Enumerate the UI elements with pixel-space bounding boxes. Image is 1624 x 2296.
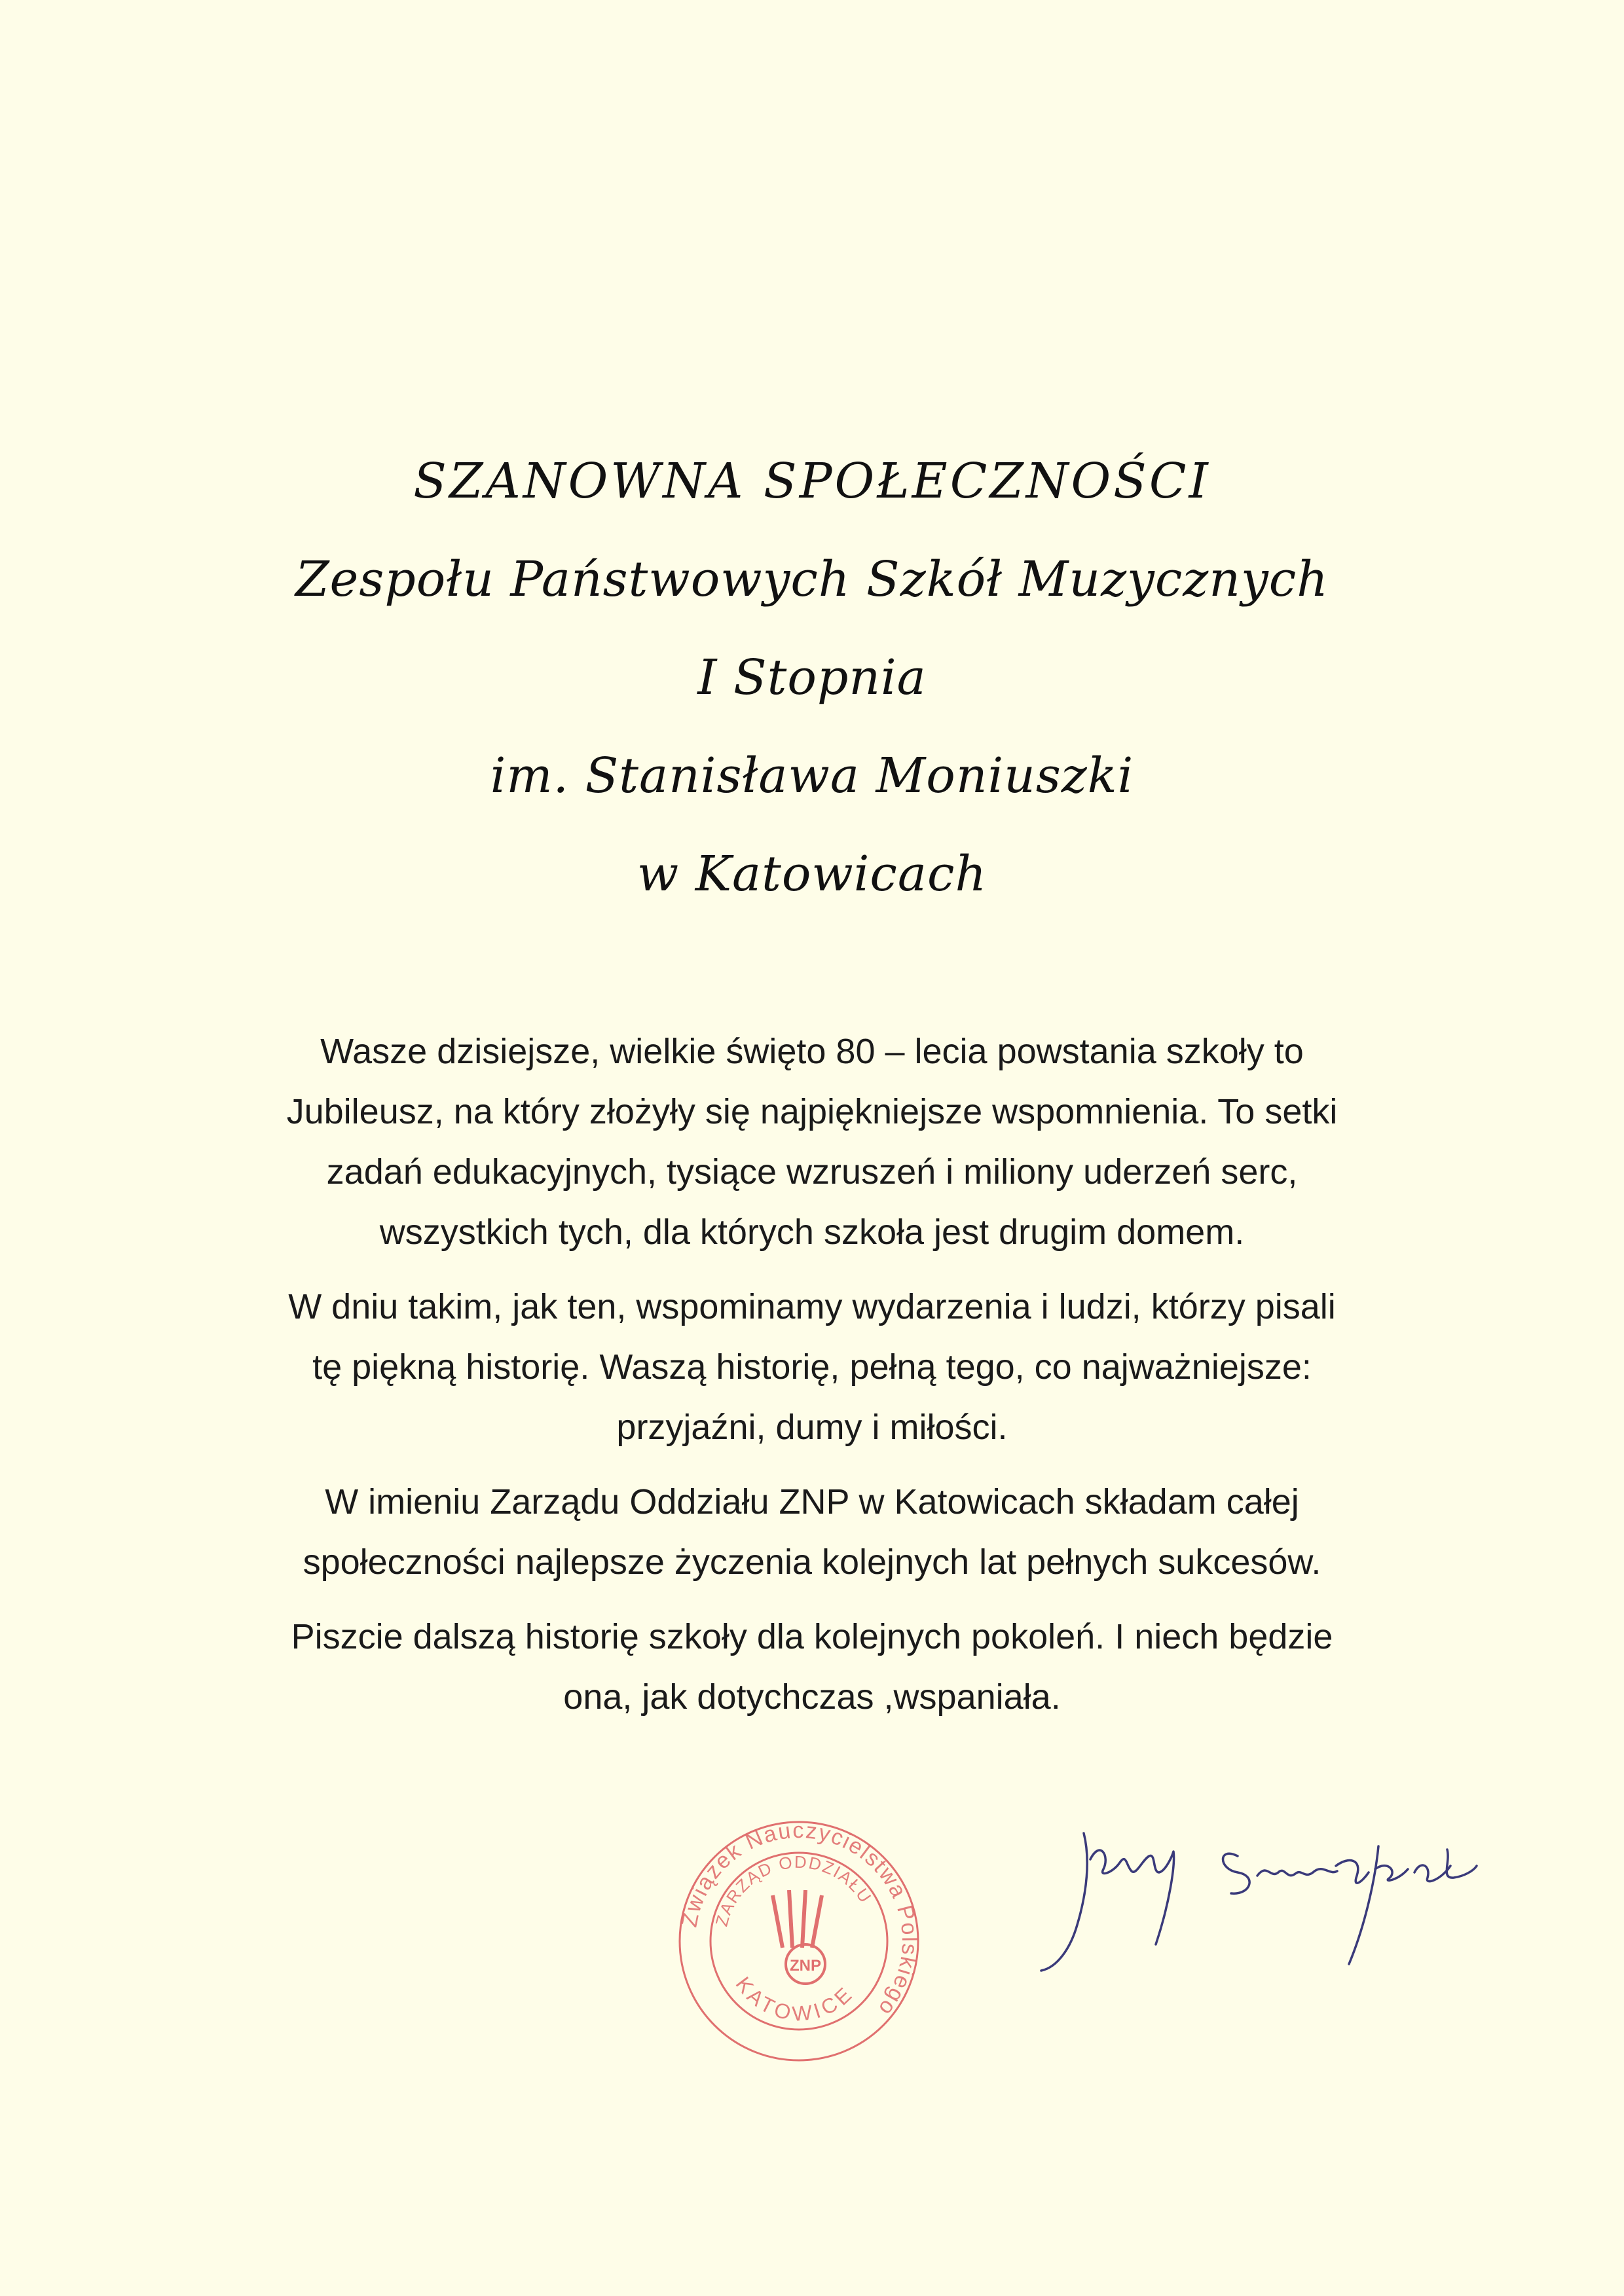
paragraph-line: Wasze dzisiejsze, wielkie święto 80 – lecia powstania szkoły to — [320, 1032, 1304, 1071]
heading-school-level: I Stopnia — [697, 649, 927, 706]
stamp-city-text: KATOWICE — [731, 1972, 859, 2026]
paragraph-line: W dniu takim, jak ten, wspominamy wydarzenia i ludzi, którzy pisali — [288, 1287, 1336, 1326]
stamp-outer-text: Związek Nauczycielstwa Polskiego — [676, 1817, 923, 2022]
stamp-inner-text: ZARZĄD ODDZIAŁU — [711, 1851, 876, 1929]
letter-body — [196, 1021, 1428, 1741]
paragraph-line: społeczności najlepsze życzenia kolejnych lat pełnych sukcesów. — [303, 1542, 1321, 1582]
paragraph-4 — [196, 1607, 1428, 1727]
letter-heading — [157, 432, 1467, 923]
paragraph-2 — [196, 1277, 1428, 1457]
heading-patron: im. Stanisława Moniuszki — [490, 748, 1134, 804]
paragraph-line: ona, jak dotychczas ,wspaniała. — [563, 1677, 1061, 1717]
paragraph-line: W imieniu Zarządu Oddziału ZNP w Katowicach składam całej — [325, 1482, 1299, 1522]
paragraph-line: wszystkich tych, dla których szkoła jest drugim domem. — [379, 1212, 1245, 1252]
stamp-emblem-text: ZNP — [790, 1957, 821, 1975]
heading-salutation: SZANOWNA SPOŁECZNOŚCI — [413, 453, 1211, 509]
paragraph-line: Jubileusz, na który złożyły się najpiękniejsze wspomnienia. To setki — [286, 1092, 1338, 1131]
paragraph-line: Piszcie dalszą historię szkoły dla kolejnych pokoleń. I niech będzie — [291, 1617, 1333, 1656]
paragraph-1 — [196, 1021, 1428, 1262]
paragraph-3 — [196, 1472, 1428, 1592]
paragraph-line: przyjaźni, dumy i miłości. — [616, 1408, 1008, 1447]
paragraph-line: zadań edukacyjnych, tysiące wzruszeń i miliony uderzeń serc, — [326, 1152, 1298, 1192]
znp-stamp — [674, 1817, 923, 2066]
heading-school-name: Zespołu Państwowych Szkół Muzycznych — [295, 551, 1329, 608]
paragraph-line: tę piękną historię. Waszą historię, pełną tego, co najważniejsze: — [312, 1347, 1312, 1387]
handwritten-signature — [1022, 1820, 1480, 1977]
znp-emblem-icon — [773, 1890, 825, 1984]
heading-city: w Katowicach — [637, 846, 987, 902]
